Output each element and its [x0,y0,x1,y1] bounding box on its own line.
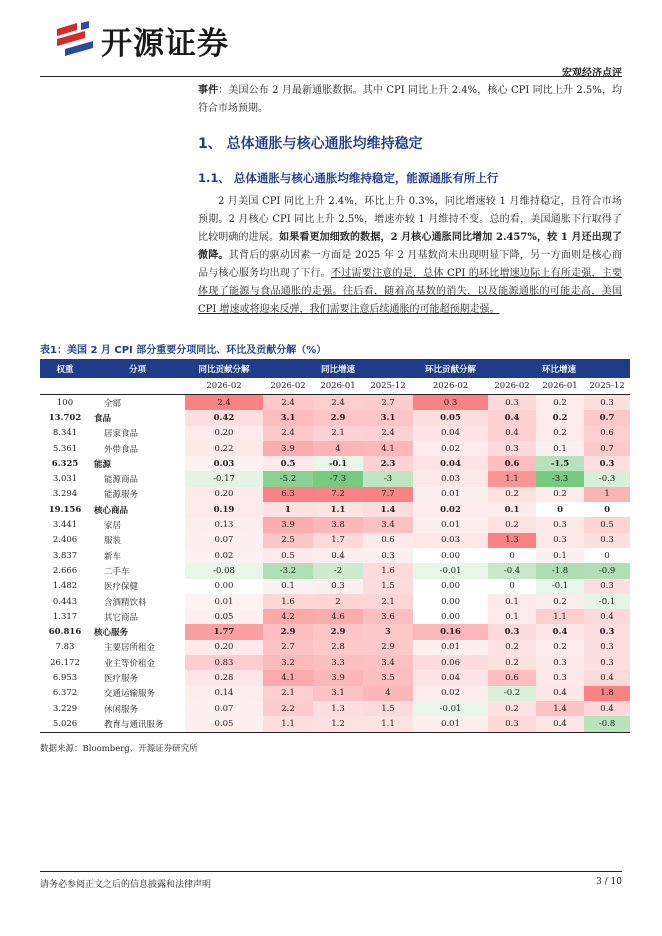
value-cell: 1.77 [185,624,263,639]
item-name-cell: 服装 [104,536,122,547]
value-cell: 1.7 [313,533,363,548]
table-row [40,594,630,609]
logo-text: 开源证券 [101,26,229,62]
value-cell: 2.4 [263,426,313,441]
header-mom-growth: 环比增速 [488,359,630,378]
value-cell: 0.01 [413,517,488,532]
value-cell: 0.20 [185,487,263,502]
value-cell: -3.3 [536,471,584,486]
table-row [40,701,630,716]
value-cell: 0.4 [536,716,584,732]
value-cell: 2.7 [263,640,313,655]
event-paragraph [198,82,622,118]
value-cell: 0.4 [584,670,630,685]
value-cell: 0.03 [413,533,488,548]
value-cell: 0 [557,504,563,515]
item-name-cell: 居家食品 [104,429,139,440]
item-name-cell: 其它商品 [104,612,139,623]
item-name-cell: 核心商品 [94,505,129,516]
value-cell: 1.2 [313,716,363,732]
value-cell: -0.1 [313,456,363,471]
value-cell: 0.1 [263,579,313,594]
value-cell: 3.3 [313,655,363,670]
value-cell: -0.1 [536,579,584,594]
table-row [40,686,630,701]
value-cell: 2.4 [363,426,413,441]
weight-cell: 60.816 [48,627,82,638]
value-cell: 2.4 [185,395,263,411]
value-cell: -0.08 [185,563,263,578]
value-cell: 0.2 [488,517,536,532]
table-header-row [40,359,630,378]
weight-cell: 3.229 [52,703,78,714]
value-cell: 1.4 [536,701,584,716]
value-cell: 2.9 [263,624,313,639]
value-cell: 0.2 [536,594,584,609]
value-cell: 0.1 [536,441,584,456]
value-cell: 0.02 [185,548,263,563]
value-cell: 1.1 [363,716,413,732]
value-cell: 0.16 [413,624,488,639]
date-cell: 2026-02 [263,378,313,395]
table-row [40,533,630,548]
analysis-text-1: 2 月美国 CPI 同比上升 2.4%，环比上升 0.3%，同比增速较 1 月维持稳定，且符合市场预期。2 月核心 CPI 同比上升 2.5%，增速亦较 1 月维持不变。总的看，美国通胀下行取得了比较明确的进展。 [198,196,622,243]
value-cell: 0.3 [488,624,536,639]
value-cell: 1 [584,487,630,502]
value-cell: 0.00 [441,581,460,592]
value-cell: 0.01 [413,487,488,502]
table-date-row [40,378,630,395]
weight-cell: 1.317 [52,611,78,622]
value-cell: 7.7 [363,487,413,502]
value-cell: 1.8 [584,686,630,701]
event-text: ：美国公布 2 月最新通胀数据。其中 CPI 同比上升 2.4%，核心 CPI 同比上升 2.5%，均符合市场预期。 [198,85,623,114]
value-cell: 4 [313,441,363,456]
value-cell: 1.4 [363,502,413,517]
analysis-paragraph [198,193,622,319]
value-cell: 0.02 [413,502,488,517]
value-cell: 0.04 [413,670,488,685]
value-cell: 2.3 [363,456,413,471]
item-name-cell: 教育与通讯服务 [90,716,185,732]
value-cell: -5.2 [263,471,313,486]
value-cell: 0.5 [584,517,630,532]
value-cell: 0.6 [488,670,536,685]
value-cell: 0.1 [536,548,584,563]
value-cell: 3 [363,624,413,639]
item-name-cell: 全部 [104,398,122,409]
weight-cell: 0.443 [52,596,78,607]
value-cell: 0.05 [413,410,488,425]
value-cell: 4.2 [263,609,313,624]
value-cell: -1.5 [536,456,584,471]
value-cell: 3.1 [313,686,363,701]
footer-divider [40,871,622,872]
value-cell: 0.01 [413,716,488,732]
value-cell: 0.2 [536,395,584,411]
value-cell: 0.1 [488,609,536,624]
value-cell: 0.3 [584,456,630,471]
date-spacer [40,378,90,395]
item-name-cell: 新车 [104,551,122,562]
table-row [40,624,630,639]
item-name-cell: 核心服务 [94,628,129,639]
value-cell: 0.6 [363,533,413,548]
item-name-cell: 二手车 [104,566,130,577]
table-row [40,670,630,685]
weight-cell: 100 [56,397,74,408]
value-cell: 0.5 [263,456,313,471]
value-cell: 0.4 [584,609,630,624]
weight-cell: 26.172 [50,657,80,668]
table-row [40,471,630,486]
value-cell: 0.2 [536,426,584,441]
table-row [40,517,630,532]
value-cell: 0.3 [413,395,488,411]
value-cell: 0.2 [536,410,584,425]
item-name-cell: 外带食品 [104,444,139,455]
value-cell: 0.02 [413,686,488,701]
analysis-bold: 如果看更加细致的数据，2 月核心通胀同比增加 2.457%，较 1 月还出现了微降。 [198,232,622,261]
value-cell: 0.13 [185,517,263,532]
value-cell: -1.8 [536,563,584,578]
value-cell: 0.3 [584,655,630,670]
date-cell: 2026-01 [313,378,363,395]
value-cell: 7.2 [313,487,363,502]
value-cell: -0.9 [584,563,630,578]
value-cell: 0.1 [488,502,536,517]
value-cell: 3.5 [363,670,413,685]
table-row [40,456,630,471]
value-cell: 0.3 [363,548,413,563]
value-cell: 0.3 [488,716,536,732]
value-cell: 3.1 [263,410,313,425]
value-cell: 0.3 [584,533,630,548]
value-cell: 3.1 [363,410,413,425]
value-cell: 1.5 [363,579,413,594]
header-mom-contribution: 环比贡献分解 [413,359,488,378]
value-cell: 0.00 [214,581,234,592]
date-cell: 2026-02 [185,378,263,395]
value-cell: 0.2 [536,640,584,655]
value-cell: -7.3 [313,471,363,486]
item-name-cell: 休闲服务 [104,704,139,715]
table-row [40,410,630,425]
table-row [40,502,630,517]
value-cell: 1.5 [363,701,413,716]
weight-cell: 3.294 [52,489,78,500]
value-cell: 0 [509,550,515,561]
value-cell: 1 [263,502,313,517]
value-cell: 2.5 [263,533,313,548]
value-cell: 0.00 [441,550,460,561]
value-cell: 0.4 [488,410,536,425]
value-cell: 3.4 [363,517,413,532]
value-cell: -0.4 [488,563,536,578]
weight-cell: 5.026 [40,716,90,732]
table-row [40,563,630,578]
value-cell: 0.05 [185,609,263,624]
weight-cell: 3.837 [52,550,78,561]
page-number: 3 / 10 [596,877,622,887]
value-cell: 0.01 [413,640,488,655]
table-row [40,441,630,456]
value-cell: 3.9 [313,670,363,685]
logo-mark-icon [55,21,95,61]
table-row [40,426,630,441]
value-cell: 0.3 [536,670,584,685]
value-cell: 0.4 [536,686,584,701]
value-cell: 0.4 [488,426,536,441]
value-cell: 4.1 [363,441,413,456]
value-cell: 6.3 [263,487,313,502]
value-cell: 0.3 [536,517,584,532]
value-cell: 0.28 [185,670,263,685]
value-cell: 0.4 [313,548,363,563]
value-cell: 0.01 [185,594,263,609]
value-cell: 0.05 [185,716,263,732]
value-cell: 2.1 [313,426,363,441]
weight-cell: 13.702 [48,412,82,423]
date-spacer [90,378,185,395]
value-cell: -0.3 [584,471,630,486]
date-cell: 2026-02 [488,378,536,395]
value-cell: 0.5 [263,548,313,563]
value-cell: -0.01 [413,701,488,716]
value-cell: 0.03 [413,471,488,486]
value-cell: 0.3 [536,655,584,670]
value-cell: 1.1 [313,502,363,517]
item-name-cell: 主要居所租金 [104,643,156,654]
value-cell: 1.1 [263,716,313,732]
item-name-cell: 医疗保健 [104,582,139,593]
value-cell: 3.8 [313,517,363,532]
weight-cell: 2.406 [52,535,78,546]
weight-cell: 6.372 [52,688,78,699]
value-cell: 0.2 [488,701,536,716]
value-cell: -0.1 [584,594,630,609]
value-cell: -0.17 [185,471,263,486]
header-yoy-growth: 同比增速 [263,359,413,378]
value-cell: 1.3 [313,701,363,716]
item-name-cell: 业主等价租金 [104,658,156,669]
value-cell: 3.9 [263,517,313,532]
date-cell: 2026-01 [536,378,584,395]
analysis-text-2: 其背后的驱动因素一方面是 2025 年 2 月基数尚未出现明显下降，另一方面则是核心商品与核心服务均出现了下行。 [198,250,623,279]
value-cell: 2.4 [313,395,363,411]
value-cell: 0.07 [185,533,263,548]
date-cell: 2025-12 [584,378,630,395]
value-cell: 2.7 [363,395,413,411]
value-cell: 0.04 [413,456,488,471]
table-row [40,640,630,655]
value-cell: 0.3 [488,441,536,456]
value-cell: 0.22 [185,441,263,456]
value-cell: 1.1 [536,609,584,624]
item-name-cell: 能源服务 [104,490,139,501]
table-row [40,487,630,502]
value-cell: 2 [313,594,363,609]
value-cell: 1.6 [363,563,413,578]
section-1-title: 1、 总体通胀与核心通胀均维持稳定 [198,136,423,152]
value-cell: 0.19 [185,502,263,517]
value-cell: 3.6 [363,609,413,624]
table-row [40,609,630,624]
value-cell: 0.6 [488,456,536,471]
weight-cell: 6.953 [52,672,78,683]
value-cell: 0.07 [185,701,263,716]
value-cell: 4.6 [313,609,363,624]
table-row [40,655,630,670]
report-category: 宏观经济点评 [562,68,622,79]
value-cell: 0.14 [185,686,263,701]
value-cell: -2 [313,563,363,578]
cpi-table [40,359,630,733]
weight-cell: 2.666 [52,565,78,576]
value-cell: 2.4 [263,395,313,411]
value-cell: 2.2 [263,701,313,716]
table-row [40,579,630,594]
value-cell: 0.03 [185,456,263,471]
date-cell: 2025-12 [363,378,413,395]
footer-disclaimer: 请务必参阅正文之后的信息披露和法律声明 [40,880,212,890]
value-cell: 0.2 [488,487,536,502]
value-cell: -0.01 [413,563,488,578]
item-name-cell: 医疗服务 [104,673,139,684]
value-cell: 3.4 [363,655,413,670]
value-cell: 3.9 [263,441,313,456]
value-cell: 0.20 [185,640,263,655]
value-cell: 0.06 [413,655,488,670]
header-item: 分项 [90,359,185,378]
value-cell: 0.3 [584,640,630,655]
weight-cell: 8.341 [52,428,78,439]
value-cell: 0.2 [488,655,536,670]
value-cell: -0.2 [488,686,536,701]
value-cell: -0.8 [584,716,630,732]
value-cell: 0.3 [313,579,363,594]
value-cell: 0.4 [584,701,630,716]
value-cell: 2.1 [363,594,413,609]
table-caption: 表1：美国 2 月 CPI 部分重要分项同比、环比及贡献分解（%） [40,345,327,356]
header-yoy-contribution: 同比贡献分解 [185,359,263,378]
value-cell: -3.2 [263,563,313,578]
value-cell: 3.2 [263,655,313,670]
weight-cell: 1.482 [52,581,78,592]
table-row [40,548,630,563]
value-cell: -3 [363,471,413,486]
value-cell: 0.7 [584,410,630,425]
value-cell: 0.1 [488,594,536,609]
header-weight: 权重 [40,359,90,378]
value-cell: 0 [509,581,515,592]
value-cell: 2.8 [313,640,363,655]
item-name-cell: 交通运输服务 [104,689,156,700]
date-cell: 2026-02 [413,378,488,395]
item-name-cell: 能源 [94,459,112,470]
item-name-cell: 食品 [94,413,112,424]
value-cell: 0.3 [584,579,630,594]
value-cell: 4.1 [263,670,313,685]
value-cell: 0.3 [488,395,536,411]
value-cell: 0.00 [441,596,460,607]
value-cell: 1.1 [488,471,536,486]
weight-cell: 5.361 [52,443,78,454]
table-row [40,395,630,411]
value-cell: 0 [604,550,610,561]
analysis-underlined: 不过需要注意的是，总体 CPI 的环比增速边际上有所走强，主要体现了能源与食品通胀的走强。往后看，随着高基数的消失，以及能源通胀的可能走高，美国 CPI 增速或将迎来反弹，我们需要注意后续通胀的可能超预期走强。 [198,268,623,315]
data-source: 数据来源：Bloomberg、开源证券研究所 [40,744,198,754]
value-cell: 2.9 [313,624,363,639]
value-cell: 0.3 [584,395,630,411]
value-cell: 1.6 [263,594,313,609]
value-cell: 0.83 [185,655,263,670]
item-name-cell: 含酒精饮料 [104,597,147,608]
value-cell: 0.3 [536,533,584,548]
value-cell: 0.6 [584,426,630,441]
value-cell: 0.20 [185,426,263,441]
weight-cell: 3.031 [52,474,78,485]
value-cell: 0.00 [441,611,460,622]
value-cell: 0.4 [536,624,584,639]
value-cell: 0.3 [584,624,630,639]
weight-cell: 3.441 [52,520,78,531]
weight-cell: 7.83 [55,642,75,653]
value-cell: 2.9 [313,410,363,425]
value-cell: 0 [604,504,610,515]
value-cell: 4 [363,686,413,701]
table-row [40,716,630,732]
item-name-cell: 家居 [104,521,122,532]
header-divider [40,76,622,77]
weight-cell: 19.156 [48,504,82,515]
value-cell: 0.2 [488,640,536,655]
value-cell: 0.7 [584,441,630,456]
value-cell: 0.04 [413,426,488,441]
value-cell: 0.02 [413,441,488,456]
value-cell: 0.2 [536,487,584,502]
value-cell: 1.3 [488,533,536,548]
section-1-1-title: 1.1、 总体通胀与核心通胀均维持稳定，能源通胀有所上行 [198,171,499,185]
event-label: 事件 [198,85,219,96]
item-name-cell: 能源商品 [104,475,139,486]
company-logo [55,18,229,63]
value-cell: 2.9 [363,640,413,655]
weight-cell: 6.325 [51,458,79,469]
value-cell: 2.1 [263,686,313,701]
value-cell: 0.42 [185,410,263,425]
